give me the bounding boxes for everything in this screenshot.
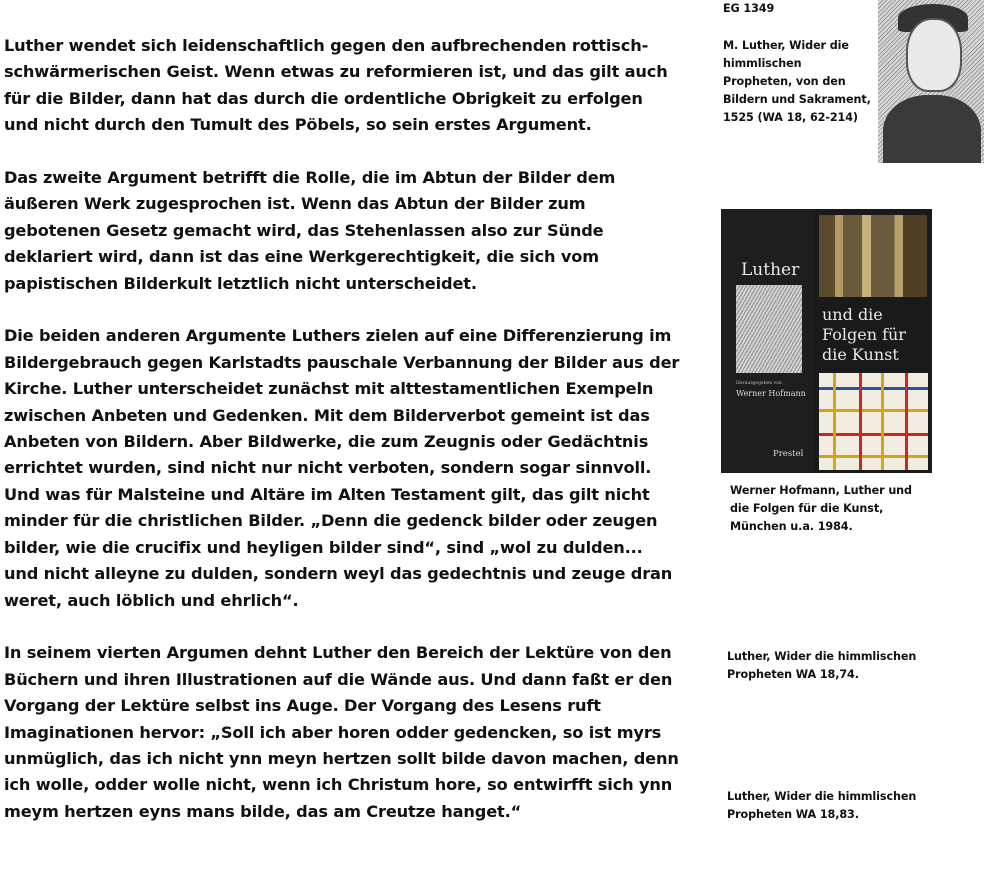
portrait-face	[906, 18, 962, 92]
sidenote-wa-18-74: Luther, Wider die himmlischen Propheten WA 18,74.	[727, 650, 917, 681]
paragraph-2: Das zweite Argument betrifft die Rolle, die im Abtun der Bilder dem äußeren Werk zugesprochen ist. Wenn das Abtun der Bilder zum gebotenen Gesetz gemacht wird, das Stehenlassen also zur Sünde deklariert wird, dann ist das eine Werkgerechtigkeit, die sich vom papistischen Bilderkult letztlich nicht unterscheidet.	[4, 168, 616, 293]
paragraph-4: In seinem vierten Argumen dehnt Luther den Bereich der Lektüre von den Büchern und ihren Illustrationen auf die Wände aus. Und dann faßt er den Vorgang der Lektüre selbst ins Auge. Der Vorgang des Lesens ruft Imaginationen hervor: „Soll ich aber horen odder gedencken, so ist myrs unmüglich, das ich nicht ynn meyn hertzen sollt bilde davon machen, denn ich wolle, odder wolle nicht, wenn ich Christum hore, so entwirfft sich ynn meym hertzen eyns mans bilde, das am Creutze hanget.“	[4, 643, 679, 821]
book-editor-label: Herausgegeben von	[736, 381, 782, 386]
sidenote-luther-propheten: M. Luther, Wider die himmlischen Propheten, von den Bildern und Sakrament, 1525 (WA 18, 62-214)	[723, 39, 871, 124]
paragraph-3: Die beiden anderen Argumente Luthers zielen auf eine Differenzierung im Bildergebrauch gegen Karlstadts pauschale Verbannung der Bilder aus der Kirche. Luther unterscheidet zunächst mit alttestamentlichen Exempeln zwischen Anbeten und Gedenken. Mit dem Bilderverbot gemeint ist das Anbeten von Bildern. Aber Bildwerke, die zum Zeugnis oder Gedächtnis errichtet wurden, sind nicht nur nicht verboten, sondern sogar sinnvoll. Und was für Malsteine und Altäre im Alten Testament gilt, das gilt nicht minder für die christlichen Bilder. „Denn die gedenck bilder oder zeugen bilder, wie die crucifix und heyligen bilder sind“, sind „wol zu dulden... und nicht alleyne zu dulden, sondern weyl das gedechtnis und zeuge dran weret, auch löblich und ehrlich“.	[4, 326, 680, 610]
main-text	[4, 33, 680, 852]
book-cover-image	[721, 209, 932, 473]
book-mondrian-painting	[819, 373, 928, 470]
book-publisher: Prestel	[773, 449, 804, 459]
paragraph-1: Luther wendet sich leidenschaftlich gegen den aufbrechenden rottisch-schwärmerischen Geist. Wenn etwas zu reformieren ist, und das gilt auch für die Bilder, dann hat das durch die ordentliche Obrigkeit zu erfolgen und nicht durch den Tumult des Pöbels, so sein erstes Argument.	[4, 36, 668, 135]
book-church-interior	[819, 215, 927, 297]
portrait-robe	[883, 95, 981, 163]
document-id: EG 1349	[723, 2, 775, 15]
sidenote-hofmann: Werner Hofmann, Luther und die Folgen für die Kunst, München u.a. 1984.	[730, 484, 912, 533]
sidenote-wa-18-83: Luther, Wider die himmlischen Propheten WA 18,83.	[727, 790, 917, 821]
book-editor: Werner Hofmann	[736, 389, 806, 398]
book-title-top: Luther	[741, 260, 800, 280]
luther-portrait-image	[878, 0, 984, 163]
book-engraving	[736, 285, 802, 373]
book-title-bottom: und die Folgen für die Kunst	[822, 305, 906, 364]
